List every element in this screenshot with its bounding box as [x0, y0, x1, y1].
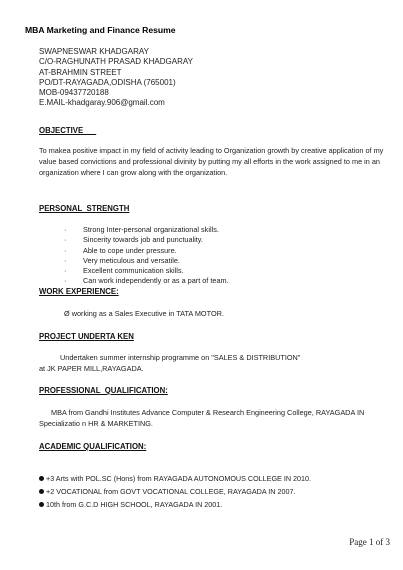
project-line-2: at JK PAPER MILL,RAYAGADA.: [39, 364, 144, 373]
objective-text: To makea positive impact in my field of activity leading to Organization growth by creative application of my value based convictions and professional divinity by putting my all efforts in the work assigned to me in an organization where I can grow along with the organization.: [39, 146, 384, 177]
academic-heading: ACADEMIC QUALIFICATION:: [39, 442, 147, 451]
list-item: +2 VOCATIONAL from GOVT VOCATIONAL COLLEGE, RAYAGADA IN 2007.: [39, 485, 311, 498]
contact-name: SWAPNESWAR KHADGARAY: [39, 47, 149, 56]
project-line-1: Undertaken summer internship programme on "SALES & DISTRIBUTION": [60, 353, 301, 362]
contact-mobile: MOB-09437720188: [39, 88, 109, 98]
objective-heading: OBJECTIVE: [39, 126, 97, 135]
contact-email: E.MAIL-khadgaray.906@gmail.com: [39, 98, 165, 108]
list-item: · Can work independently or as a part of team.: [64, 276, 229, 286]
personal-strength-heading: PERSONAL STRENGTH: [39, 204, 130, 213]
work-experience-heading: WORK EXPERIENCE:: [39, 287, 119, 296]
professional-text: MBA from Gandhi Institutes Advance Computer & Research Engineering College, RAYAGADA IN Specializatio n HR & MARKETING.: [39, 408, 365, 428]
page-number: Page 1 of 3: [349, 537, 390, 547]
list-item: · Very meticulous and versatile.: [64, 256, 229, 266]
professional-heading: PROFESSIONAL QUALIFICATION:: [39, 386, 168, 395]
list-item: · Strong Inter-personal organizational skills.: [64, 225, 229, 235]
contact-post-district: PO/DT-RAYAGADA,ODISHA (765001): [39, 77, 176, 87]
page-title: MBA Marketing and Finance Resume: [25, 25, 176, 35]
project-heading: PROJECT UNDERTA KEN: [39, 332, 134, 341]
work-experience-text: Ø working as a Sales Executive in TATA MOTOR.: [64, 309, 224, 318]
list-item: · Excellent communication skills.: [64, 266, 229, 276]
list-item: +3 Arts with POL.SC (Hons) from RAYAGADA AUTONOMOUS COLLEGE IN 2010.: [39, 472, 311, 485]
contact-care-of: C/O-RAGHUNATH PRASAD KHADGARAY: [39, 57, 193, 67]
academic-list: [39, 472, 311, 512]
list-item: · Sincerity towards job and punctuality.: [64, 235, 229, 245]
contact-block: [39, 47, 193, 109]
contact-street: AT-BRAHMIN STREET: [39, 67, 122, 77]
personal-strength-list: [64, 225, 229, 287]
list-item: · Able to cope under pressure.: [64, 246, 229, 256]
list-item: 10th from G.C.D HIGH SCHOOL, RAYAGADA IN 2001.: [39, 498, 311, 511]
